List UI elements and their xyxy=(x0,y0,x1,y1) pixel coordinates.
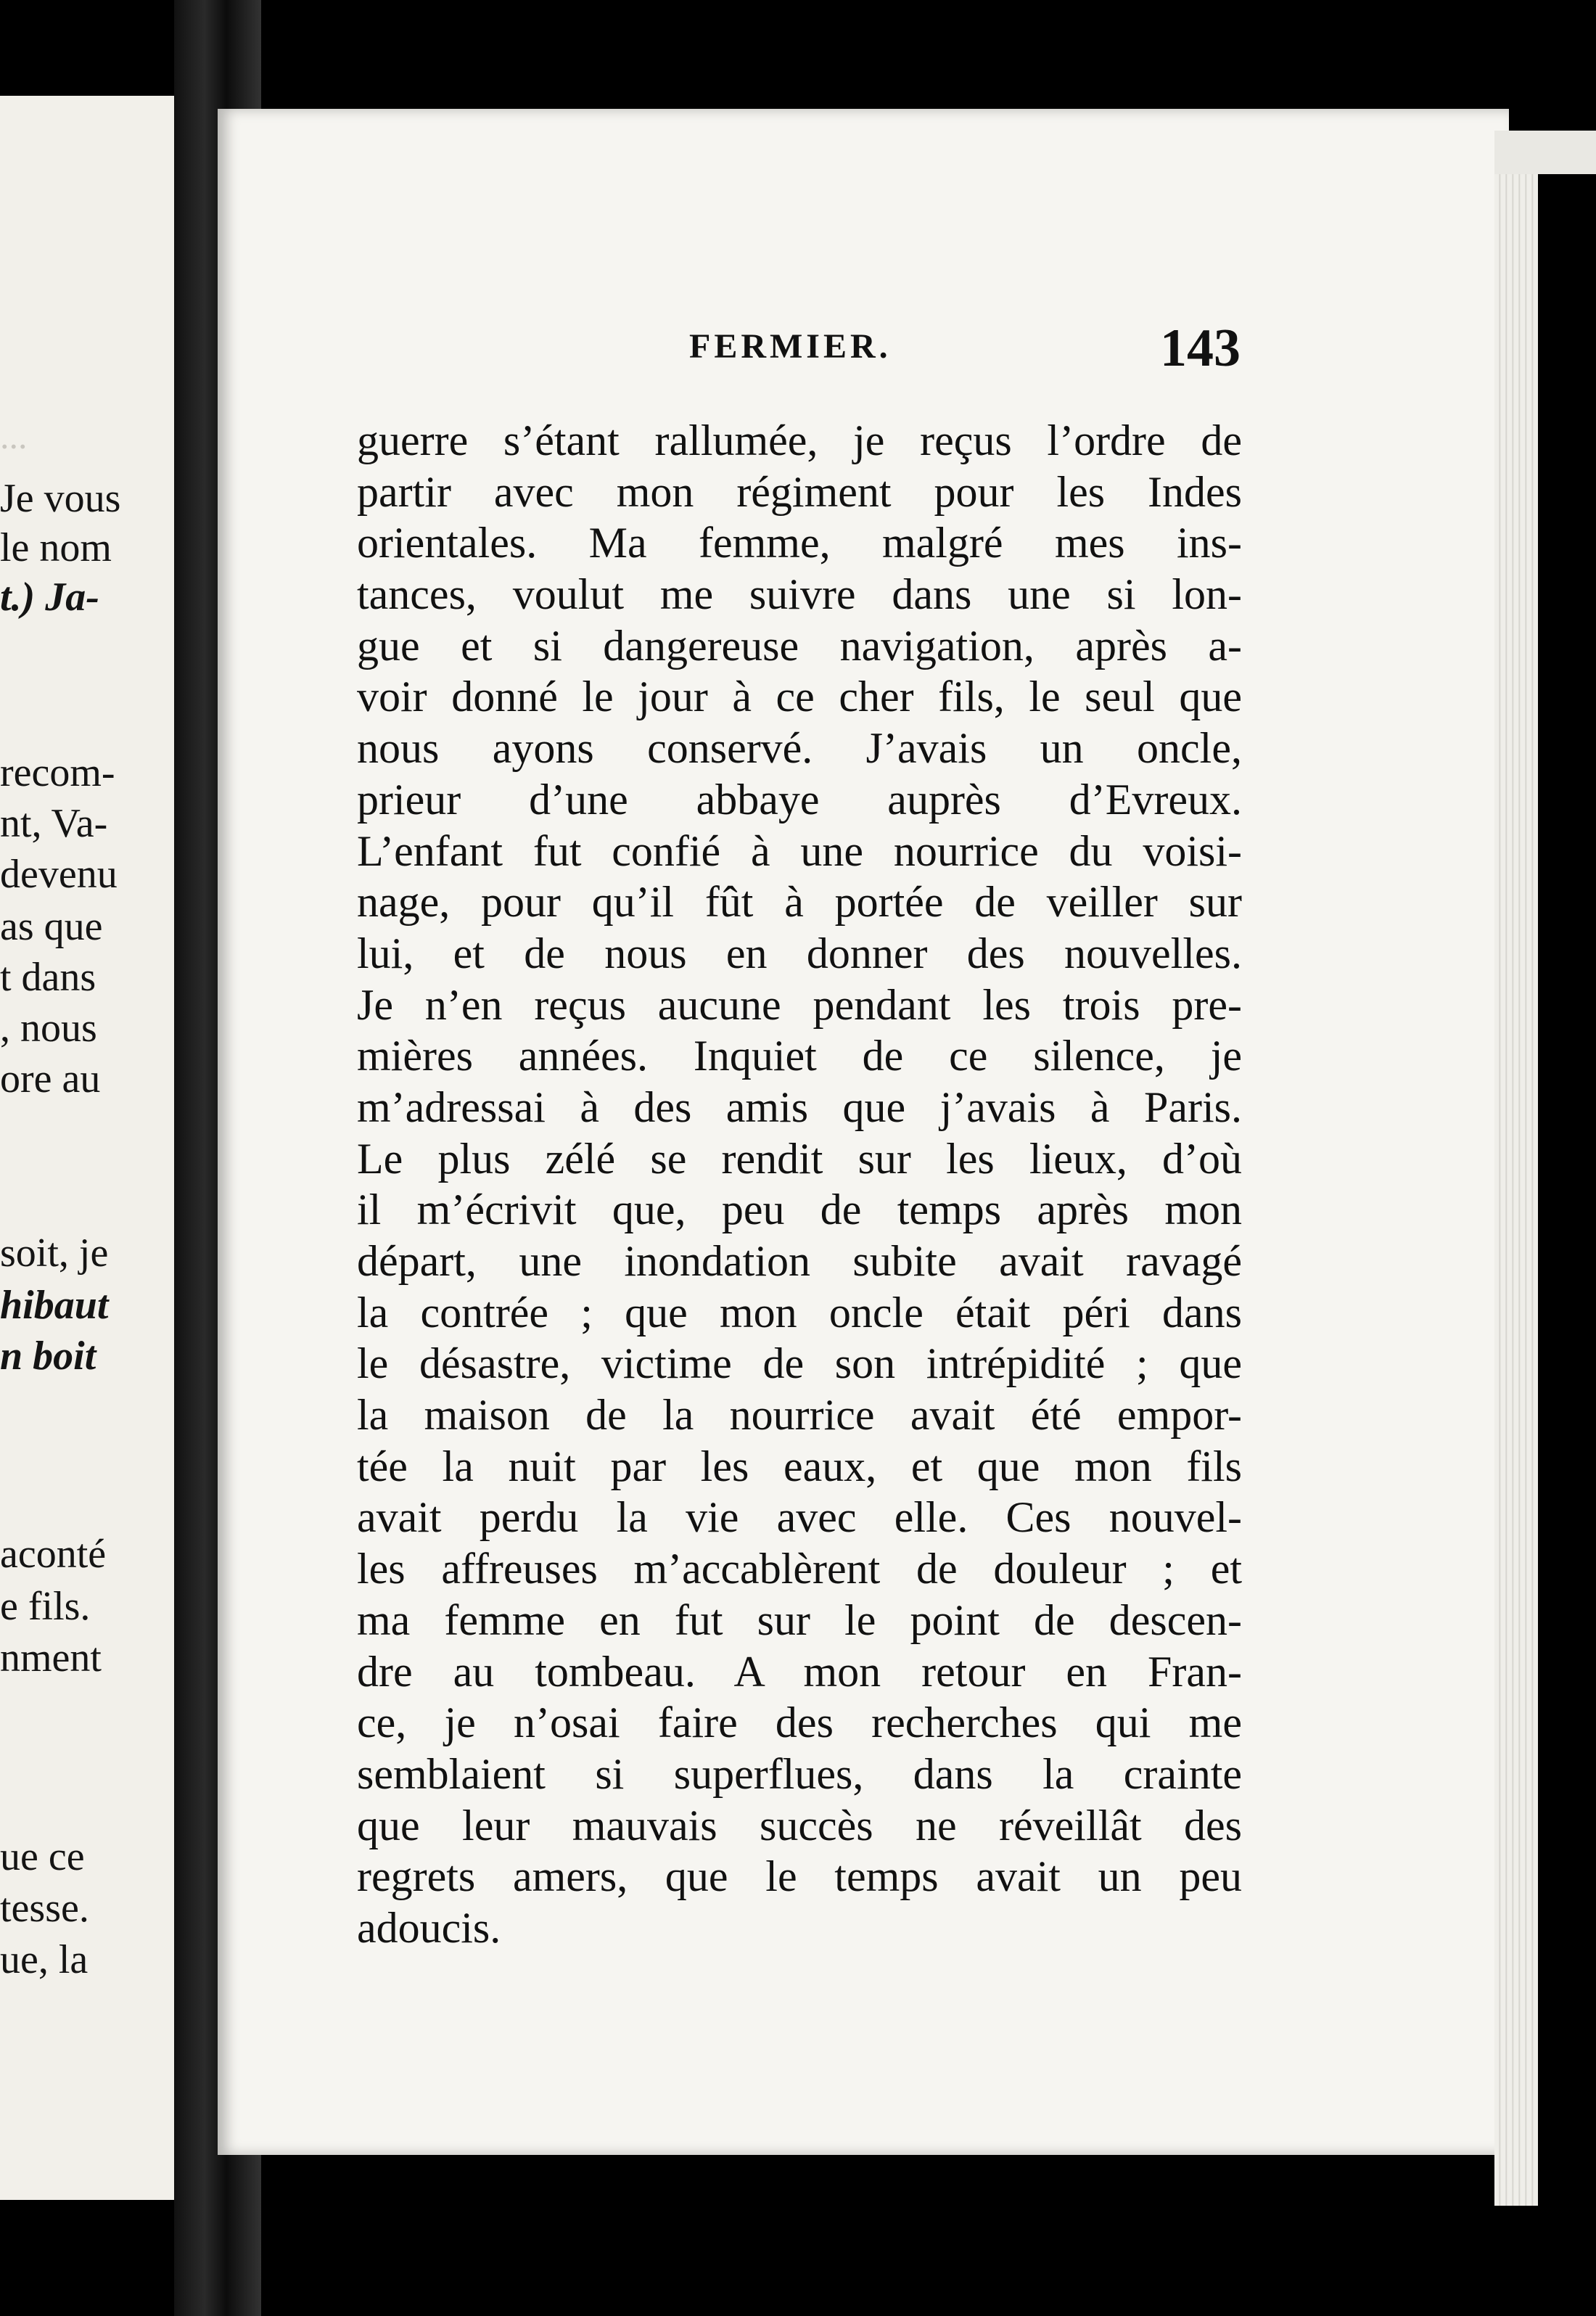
text-line: voir donné le jour à ce cher fils, le seul que xyxy=(357,673,1242,721)
page-body-text xyxy=(357,415,1242,1954)
page-edges xyxy=(1494,131,1538,2206)
text-line: tée la nuit par les eaux, et que mon fils xyxy=(357,1442,1242,1490)
left-page-line: tesse. xyxy=(0,1886,89,1931)
text-line: dre au tombeau. A mon retour en Fran- xyxy=(357,1647,1242,1696)
left-page-line: nment xyxy=(0,1635,102,1680)
left-page-line: recom- xyxy=(0,750,115,795)
text-line: il m’écrivit que, peu de temps après mon xyxy=(357,1186,1242,1234)
text-line: le désastre, victime de son intrépidité ; que xyxy=(357,1339,1242,1388)
text-line: regrets amers, que le temps avait un peu xyxy=(357,1852,1242,1901)
page-corner xyxy=(1494,131,1596,174)
text-line: L’enfant fut confié à une nourrice du voisi- xyxy=(357,826,1242,875)
text-line: guerre s’étant rallumée, je reçus l’ordre de xyxy=(357,416,1242,464)
text-line: départ, une inondation subite avait ravagé xyxy=(357,1237,1242,1285)
text-line: partir avec mon régiment pour les Indes xyxy=(357,467,1242,516)
left-page-line: hibaut xyxy=(0,1283,109,1328)
text-line: tances, voulut me suivre dans une si lon- xyxy=(357,570,1242,619)
show-through-text: ... xyxy=(0,416,28,456)
text-line: orientales. Ma femme, malgré mes ins- xyxy=(357,519,1242,567)
text-line: nage, pour qu’il fût à portée de veiller sur xyxy=(357,878,1242,927)
previous-page-fragment xyxy=(0,96,174,2200)
text-line: Je n’en reçus aucune pendant les trois pre- xyxy=(357,980,1242,1029)
left-page-line: le nom xyxy=(0,525,112,570)
left-page-line: Je vous xyxy=(0,476,121,521)
text-line: lui, et de nous en donner des nouvelles. xyxy=(357,929,1242,977)
left-page-line: ue, la xyxy=(0,1937,89,1982)
left-page-line: e fils. xyxy=(0,1584,91,1629)
running-head: FERMIER. xyxy=(689,327,892,366)
text-line: prieur d’une abbaye auprès d’Evreux. xyxy=(357,775,1242,824)
text-line: Le plus zélé se rendit sur les lieux, d’où xyxy=(357,1134,1242,1183)
left-page-line: as que xyxy=(0,904,103,949)
left-page-line: n boit xyxy=(0,1334,96,1379)
left-page-line: nt, Va- xyxy=(0,801,108,846)
left-page-line: soit, je xyxy=(0,1231,109,1276)
text-line: ce, je n’osai faire des recherches qui me xyxy=(357,1699,1242,1747)
left-page-line: ore au xyxy=(0,1056,101,1101)
text-line: que leur mauvais succès ne réveillât des xyxy=(357,1801,1242,1849)
text-line: m’adressai à des amis que j’avais à Paris. xyxy=(357,1083,1242,1131)
text-line: ma femme en fut sur le point de descen- xyxy=(357,1596,1242,1644)
left-page-line: devenu xyxy=(0,852,118,897)
text-line: la contrée ; que mon oncle était péri dans xyxy=(357,1288,1242,1336)
left-page-line: t dans xyxy=(0,955,96,1000)
left-page-line: aconté xyxy=(0,1532,107,1577)
left-page-line: , nous xyxy=(0,1006,97,1051)
text-line: la maison de la nourrice avait été empor- xyxy=(357,1391,1242,1440)
text-line: mières années. Inquiet de ce silence, je xyxy=(357,1032,1242,1080)
page-header xyxy=(359,319,1241,385)
left-page-line: ue ce xyxy=(0,1834,85,1879)
text-line: les affreuses m’accablèrent de douleur ; et xyxy=(357,1545,1242,1593)
left-page-line: t.) Ja- xyxy=(0,575,99,620)
page-number: 143 xyxy=(1160,319,1241,378)
text-line: nous ayons conservé. J’avais un oncle, xyxy=(357,724,1242,773)
text-line: gue et si dangereuse navigation, après a- xyxy=(357,621,1242,670)
text-line: avait perdu la vie avec elle. Ces nouvel- xyxy=(357,1493,1242,1542)
text-line: semblaient si superflues, dans la crainte xyxy=(357,1749,1242,1798)
text-line: adoucis. xyxy=(357,1903,501,1952)
